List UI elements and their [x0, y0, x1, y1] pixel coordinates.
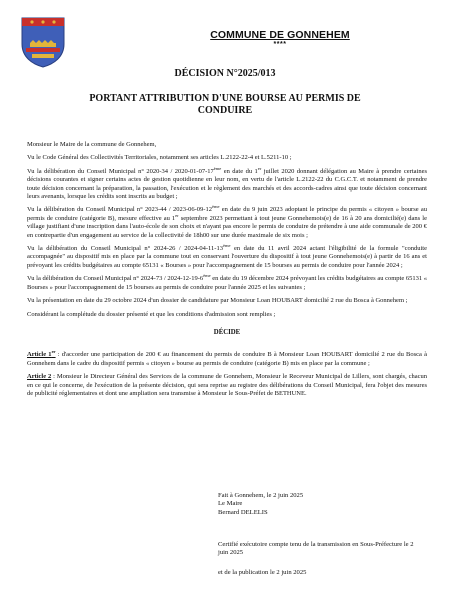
signature-name: Bernard DELELIS	[218, 508, 268, 516]
coat-of-arms-icon	[20, 16, 66, 68]
commune-name: COMMUNE DE GONNEHEM	[210, 29, 350, 41]
article-1-label: Article 1er	[27, 349, 56, 359]
article-2-label: Article 2	[27, 373, 52, 381]
paragraph-candidature: Vu la présentation en date du 29 octobre 2024 d'un dossier de candidature par Monsieur Loan HOUBART domicilié 2 rue du Bosca à Gonnehem ;	[27, 297, 408, 305]
document-body	[27, 141, 427, 403]
decision-number: DÉCISION N°2025/013	[174, 68, 276, 79]
signature-block	[218, 492, 418, 517]
signature-place-date: Fait à Gonnehem, le 2 juin 2025	[218, 492, 304, 499]
paragraph-considerant: Considérant la complétude du dossier présenté et que les conditions d'admission sont remplies ;	[27, 310, 276, 318]
signature-role: Le Maire	[218, 500, 243, 508]
paragraph-credits-2025: Vu la délibération du Conseil Municipal n° 2024-73 / 2024-12-19-6ème en date du 19 décembre 2024 prévoyant les crédits budgétaires au compte 65131 « Bourses » pour l'accompagnement de 15 bourses au permis de conduire pour l'année 2025 et les suivantes ;	[27, 273, 427, 291]
decorative-stars: ****	[273, 41, 287, 48]
decide-heading: DÉCIDE	[213, 328, 241, 336]
article-2: Article 2 : Monsieur le Directeur Général des Services de la commune de Gonnehem, Monsieur le Receveur Municipal de Lillers, sont chargés, chacun en ce qui le concerne, de l'exécution de la présente décision, qui sera reprise au registre des délibérations du Conseil Municipal, fera l'objet des mesures de publicité réglementaires et dont une ampliation sera transmise à Monsieur le Sous-Préfet de BETHUNE.	[27, 373, 427, 397]
paragraph-conduite-accompagnee: Vu la délibération du Conseil Municipal n° 2024-26 / 2024-04-11-13ème en date du 11 avril 2024 actant l'éligibilité de la formule "conduite accompagnée" au dispositif mis en place par la commune tout en conservant l'ouverture du dispositif à tout jeune Gonnehemois(e) à partir de 16 ans et prévoyant les crédits budgétaires au compte 65131 « Bourses » pour l'accompagnement de 15 bourses au permis de conduire pour l'année 2024 ;	[27, 242, 427, 269]
article-1: Article 1er : d'accorder une participation de 200 € au financement du permis de conduire B à Monsieur Loan HOUBART domicilié 2 rue du Bosca à Gonnehem dans le cadre du dispositif permis « citoyen » bourse au permis de conduire (catégorie B) mis en place par la commune ;	[27, 349, 427, 367]
publication-text: et de la publication le 2 juin 2025	[218, 569, 307, 576]
paragraph-delegation: Vu la délibération du Conseil Municipal n° 2020-34 / 2020-01-07-17ème en date du 1er juillet 2020 donnant délégation au Maire à prendre certaines décisions courantes et signer certains actes de gestion quotidienne en leur nom, en vertu de l'article L.2122-22 du C.G.C.T. et notamment de prendre toute décision concernant la préparation, la passation, l'exécution et le règlement des marchés et des accords-cadres ainsi que toute décision concernant leurs avenants, lorsque les crédits sont inscrits au budget ;	[27, 165, 427, 201]
document-title: PORTANT ATTRIBUTION D'UNE BOURSE AU PERMIS DE CONDUIRE	[89, 93, 361, 116]
intro-paragraph: Monsieur le Maire de la commune de Gonnehem,	[27, 141, 157, 148]
paragraph-cgct: Vu le Code Général des Collectivités Territoriales, notamment ses articles L.2122-22-4 et L.5211-10 ;	[27, 154, 292, 162]
certification-text: Certifié exécutoire compte tenu de la transmission en Sous-Préfecture le 2 juin 2025	[218, 541, 414, 557]
paragraph-permis-citoyen: Vu la délibération du Conseil Municipal n° 2023-44 / 2023-06-09-12ème en date du 9 juin 2023 adoptant le principe du permis « citoyen » bourse au permis de conduire (catégorie B), mesure effective au 1er septembre 2023 permettant à tout jeune Gonnehemois(e) de 16 à 20 ans domicilié(e) dans le village justifiant d'une inscription dans l'auto-école de son choix et n'ayant pas encore le permis de conduire de prétendre à une aide communale de 200 € en contrepartie d'un engagement au service de la collectivité de 18h00 sur une durée maximale de six mois ;	[27, 204, 427, 239]
